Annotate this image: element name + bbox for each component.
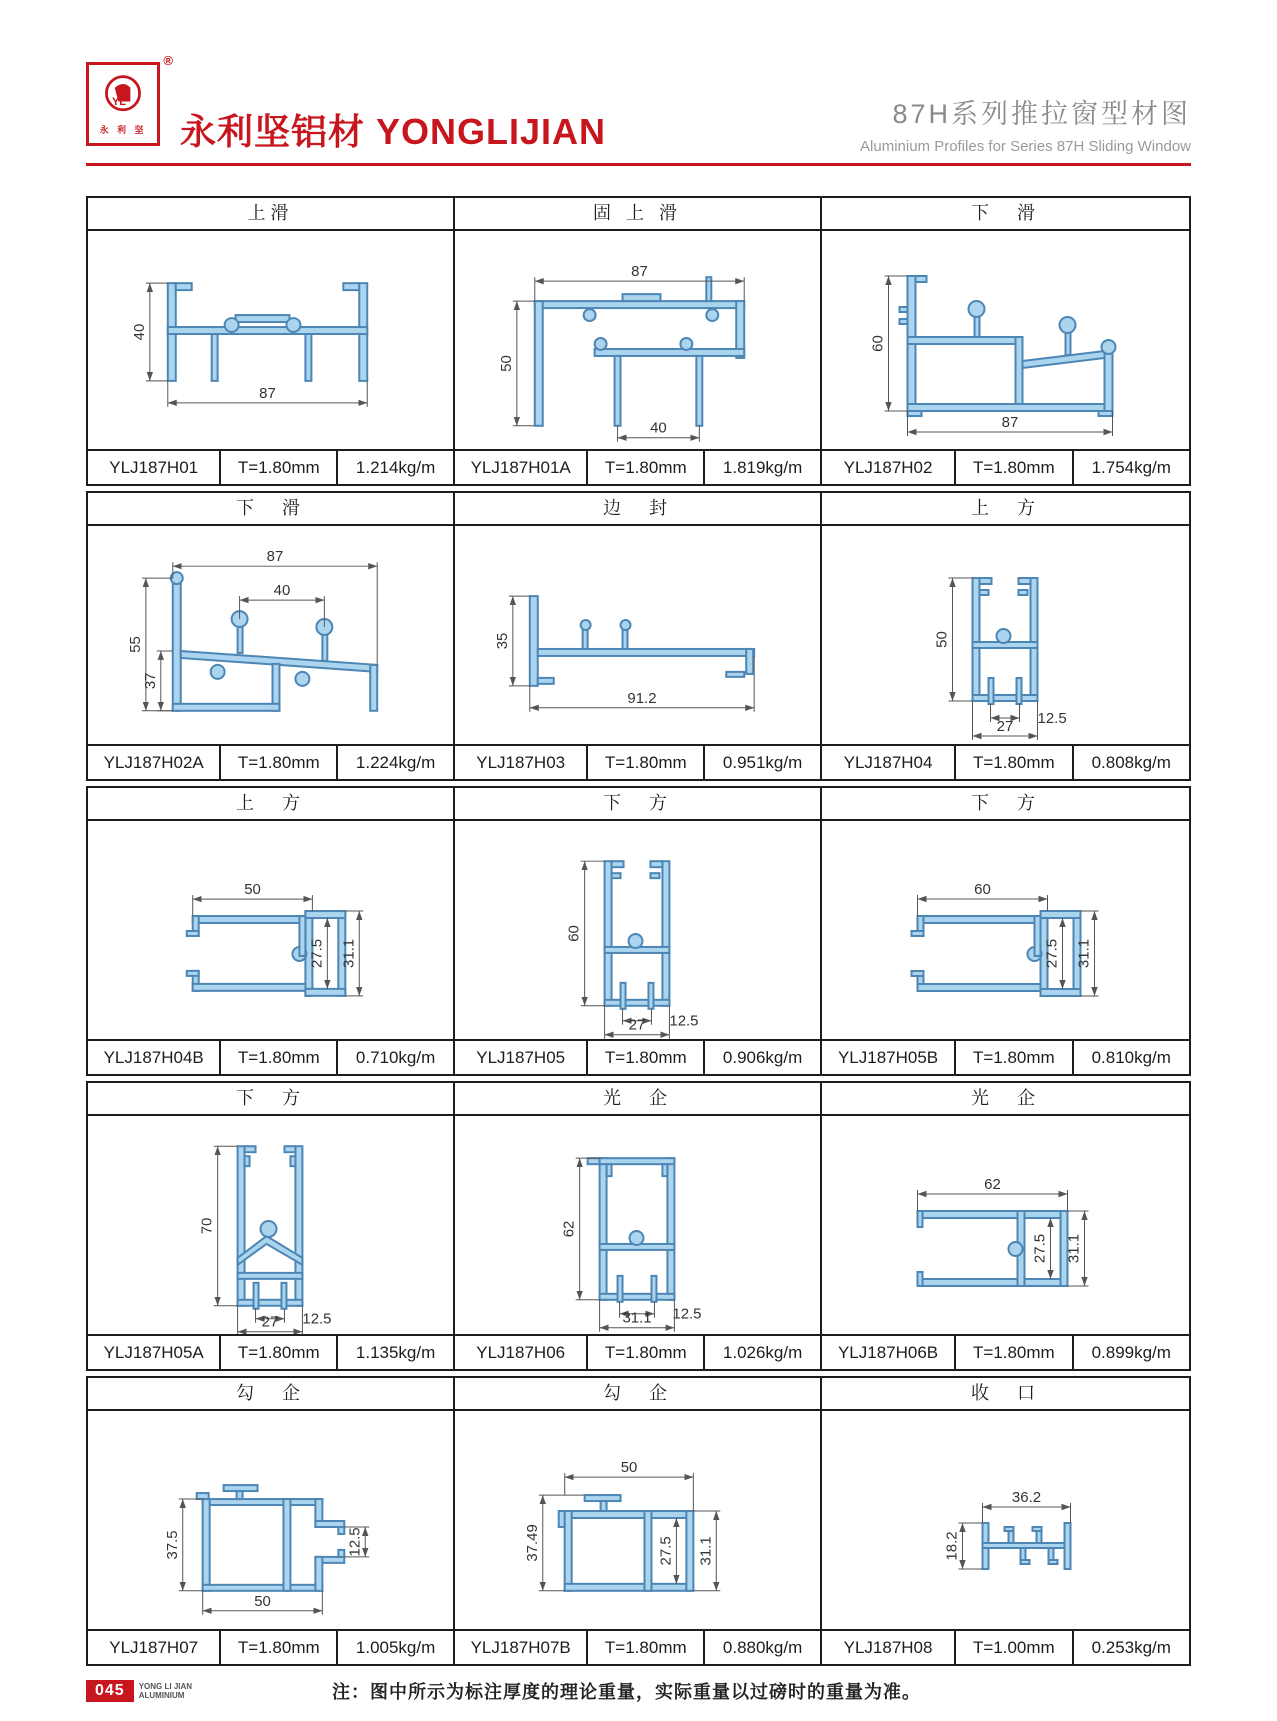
profile-drawing (88, 1411, 453, 1629)
cell-title: 固 上 滑 (455, 198, 820, 231)
profile-cell (88, 493, 455, 779)
svg-text:87: 87 (1001, 414, 1019, 431)
svg-text:50: 50 (254, 1592, 271, 1610)
profile-cell (822, 1083, 1189, 1369)
model-label: YLJ187H08 (843, 1638, 933, 1657)
svg-text:12.5: 12.5 (672, 1305, 702, 1323)
cell-footer (88, 1629, 453, 1664)
thickness-label: T=1.80mm (219, 1041, 336, 1074)
cell-footer (455, 744, 820, 779)
cell-footer (88, 1039, 453, 1074)
cell-title: 下 方 (455, 788, 820, 821)
brand-logo (86, 53, 173, 146)
cell-title: 勾 企 (455, 1378, 820, 1411)
weight-label: 0.906kg/m (703, 1041, 820, 1074)
weight-label: 0.899kg/m (1072, 1336, 1189, 1369)
thickness-label: T=1.80mm (954, 1041, 1071, 1074)
svg-text:37.5: 37.5 (163, 1530, 181, 1560)
profile-cell (822, 198, 1189, 484)
cell-footer (88, 449, 453, 484)
svg-text:27: 27 (628, 1016, 646, 1034)
cell-title: 上滑 (88, 198, 453, 231)
cell-title: 下 方 (88, 1083, 453, 1116)
profile-drawing (455, 821, 820, 1039)
svg-text:70: 70 (198, 1217, 216, 1235)
thickness-label: T=1.80mm (586, 1041, 703, 1074)
model-label: YLJ187H03 (476, 753, 566, 772)
model-label: YLJ187H01A (470, 458, 571, 477)
model-label: YLJ187H02 (843, 458, 933, 477)
cell-title: 下 方 (822, 788, 1189, 821)
table-row-3 (86, 786, 1191, 1076)
table-row-1 (86, 196, 1191, 486)
cell-title: 勾 企 (88, 1378, 453, 1411)
profile-cell (822, 788, 1189, 1074)
profile-cell (455, 788, 822, 1074)
profile-drawing (88, 821, 453, 1039)
profile-drawing (822, 1411, 1189, 1629)
footer-brand-line2: ALUMINIUM (138, 1691, 185, 1700)
weight-label: 1.005kg/m (336, 1631, 453, 1664)
svg-text:31.1: 31.1 (622, 1309, 652, 1327)
svg-text:50: 50 (497, 355, 515, 372)
thickness-label: T=1.80mm (586, 746, 703, 779)
thickness-label: T=1.80mm (586, 451, 703, 484)
thickness-label: T=1.80mm (219, 1336, 336, 1369)
weight-label: 0.253kg/m (1072, 1631, 1189, 1664)
svg-text:40: 40 (650, 419, 667, 437)
svg-text:27.5: 27.5 (1043, 938, 1061, 969)
brand-name (180, 104, 606, 155)
footer-note: 注：图中所示为标注厚度的理论重量，实际重量以过磅时的重量为准。 (332, 1682, 922, 1702)
logo-caption: 永 利 坚 (99, 125, 147, 135)
svg-text:87: 87 (266, 548, 284, 566)
svg-text:40: 40 (130, 323, 148, 341)
page-title-block (860, 92, 1191, 155)
thickness-label: T=1.80mm (219, 1631, 336, 1664)
cell-title: 下 滑 (88, 493, 453, 526)
model-label: YLJ187H07 (109, 1638, 199, 1657)
thickness-label: T=1.80mm (954, 451, 1071, 484)
model-label: YLJ187H06 (476, 1343, 566, 1362)
svg-text:31.1: 31.1 (697, 1536, 715, 1566)
model-label: YLJ187H06B (837, 1343, 939, 1362)
weight-label: 0.810kg/m (1072, 1041, 1189, 1074)
model-label: YLJ187H01 (109, 458, 199, 477)
thickness-label: T=1.80mm (586, 1631, 703, 1664)
table-row-2 (86, 491, 1191, 781)
table-row-5 (86, 1376, 1191, 1666)
svg-text:27: 27 (996, 718, 1014, 735)
weight-label: 0.951kg/m (703, 746, 820, 779)
svg-text:60: 60 (974, 881, 991, 898)
svg-text:36.2: 36.2 (1011, 1489, 1042, 1506)
model-label: YLJ187H07B (470, 1638, 571, 1657)
svg-text:12.5: 12.5 (302, 1310, 332, 1328)
page-number-badge: 045 (86, 1680, 134, 1702)
cell-title: 光 企 (822, 1083, 1189, 1116)
model-label: YLJ187H04 (843, 753, 933, 772)
svg-text:62: 62 (560, 1220, 578, 1238)
weight-label: 0.710kg/m (336, 1041, 453, 1074)
svg-text:35: 35 (493, 632, 511, 650)
profile-drawing (822, 526, 1189, 744)
logo-mark-icon (100, 73, 146, 119)
svg-text:31.1: 31.1 (340, 938, 358, 968)
svg-text:55: 55 (126, 636, 144, 653)
svg-text:87: 87 (259, 384, 276, 402)
svg-text:31.1: 31.1 (1075, 938, 1093, 969)
profile-drawing (822, 821, 1189, 1039)
logo-monogram: YL (111, 96, 127, 109)
svg-text:37.49: 37.49 (523, 1524, 541, 1562)
profile-cell (455, 493, 822, 779)
profile-cell (455, 198, 822, 484)
svg-text:12.5: 12.5 (346, 1527, 364, 1557)
svg-text:40: 40 (273, 582, 291, 600)
thickness-label: T=1.80mm (219, 746, 336, 779)
thickness-label: T=1.80mm (219, 451, 336, 484)
footer-brand-small (139, 1682, 192, 1700)
cell-title: 下 滑 (822, 198, 1189, 231)
svg-text:27: 27 (261, 1313, 279, 1331)
svg-text:27.5: 27.5 (308, 938, 326, 968)
footer-brand-line1: YONG LI JIAN (138, 1681, 193, 1691)
thickness-label: T=1.80mm (954, 1336, 1071, 1369)
weight-label: 1.224kg/m (336, 746, 453, 779)
cell-footer (822, 1039, 1189, 1074)
svg-text:60: 60 (869, 335, 887, 352)
cell-footer (455, 1629, 820, 1664)
model-label: YLJ187H04B (103, 1048, 204, 1067)
svg-text:12.5: 12.5 (1037, 710, 1067, 727)
profile-table (86, 196, 1191, 1666)
svg-text:50: 50 (933, 631, 951, 648)
svg-text:27.5: 27.5 (1031, 1233, 1049, 1264)
page-subtitle: Aluminium Profiles for Series 87H Sliding Window (860, 138, 1191, 155)
svg-text:31.1: 31.1 (1065, 1233, 1083, 1264)
profile-drawing (455, 1116, 820, 1334)
svg-text:37: 37 (141, 672, 159, 690)
brand-name-en: YONGLIJIAN (376, 111, 607, 152)
svg-text:91.2: 91.2 (627, 689, 657, 707)
weight-label: 1.819kg/m (703, 451, 820, 484)
weight-label: 1.214kg/m (336, 451, 453, 484)
cell-footer (822, 744, 1189, 779)
weight-label: 1.754kg/m (1072, 451, 1189, 484)
cell-footer (822, 449, 1189, 484)
profile-cell (455, 1378, 822, 1664)
svg-text:27.5: 27.5 (657, 1536, 675, 1566)
page-title: 87H系列推拉窗型材图 (892, 99, 1191, 129)
cell-footer (822, 1629, 1189, 1664)
profile-drawing (822, 1116, 1189, 1334)
model-label: YLJ187H05 (476, 1048, 566, 1067)
profile-drawing (455, 526, 820, 744)
profile-cell (822, 1378, 1189, 1664)
cell-title: 收 口 (822, 1378, 1189, 1411)
model-label: YLJ187H05A (103, 1343, 204, 1362)
weight-label: 1.026kg/m (703, 1336, 820, 1369)
weight-label: 0.808kg/m (1072, 746, 1189, 779)
weight-label: 1.135kg/m (336, 1336, 453, 1369)
profile-drawing (455, 1411, 820, 1629)
weight-label: 0.880kg/m (703, 1631, 820, 1664)
cell-footer (455, 1039, 820, 1074)
cell-footer (88, 744, 453, 779)
page-header (86, 53, 1191, 166)
svg-text:50: 50 (244, 881, 261, 899)
cell-title: 边 封 (455, 493, 820, 526)
profile-drawing (88, 526, 453, 744)
thickness-label: T=1.80mm (954, 746, 1071, 779)
profile-cell (822, 493, 1189, 779)
svg-text:18.2: 18.2 (943, 1531, 961, 1561)
registered-mark: ® (163, 53, 173, 68)
profile-cell (88, 1378, 455, 1664)
profile-cell (88, 198, 455, 484)
svg-text:62: 62 (984, 1176, 1001, 1193)
profile-drawing (822, 231, 1189, 449)
profile-drawing (455, 231, 820, 449)
model-label: YLJ187H02A (103, 753, 204, 772)
profile-cell (455, 1083, 822, 1369)
cell-footer (822, 1334, 1189, 1369)
page-footer (86, 1678, 1191, 1704)
svg-text:50: 50 (620, 1459, 638, 1477)
cell-footer (455, 449, 820, 484)
svg-text:60: 60 (565, 925, 583, 942)
svg-text:12.5: 12.5 (669, 1012, 699, 1030)
cell-title: 光 企 (455, 1083, 820, 1116)
profile-cell (88, 788, 455, 1074)
cell-footer (455, 1334, 820, 1369)
cell-title: 上 方 (88, 788, 453, 821)
cell-footer (88, 1334, 453, 1369)
table-row-4 (86, 1081, 1191, 1371)
cell-title: 上 方 (822, 493, 1189, 526)
thickness-label: T=1.80mm (586, 1336, 703, 1369)
brand-name-cn: 永利坚铝材 (180, 111, 366, 152)
profile-cell (88, 1083, 455, 1369)
model-label: YLJ187H05B (837, 1048, 939, 1067)
svg-text:87: 87 (631, 263, 648, 281)
profile-drawing (88, 1116, 453, 1334)
profile-drawing (88, 231, 453, 449)
thickness-label: T=1.00mm (954, 1631, 1071, 1664)
